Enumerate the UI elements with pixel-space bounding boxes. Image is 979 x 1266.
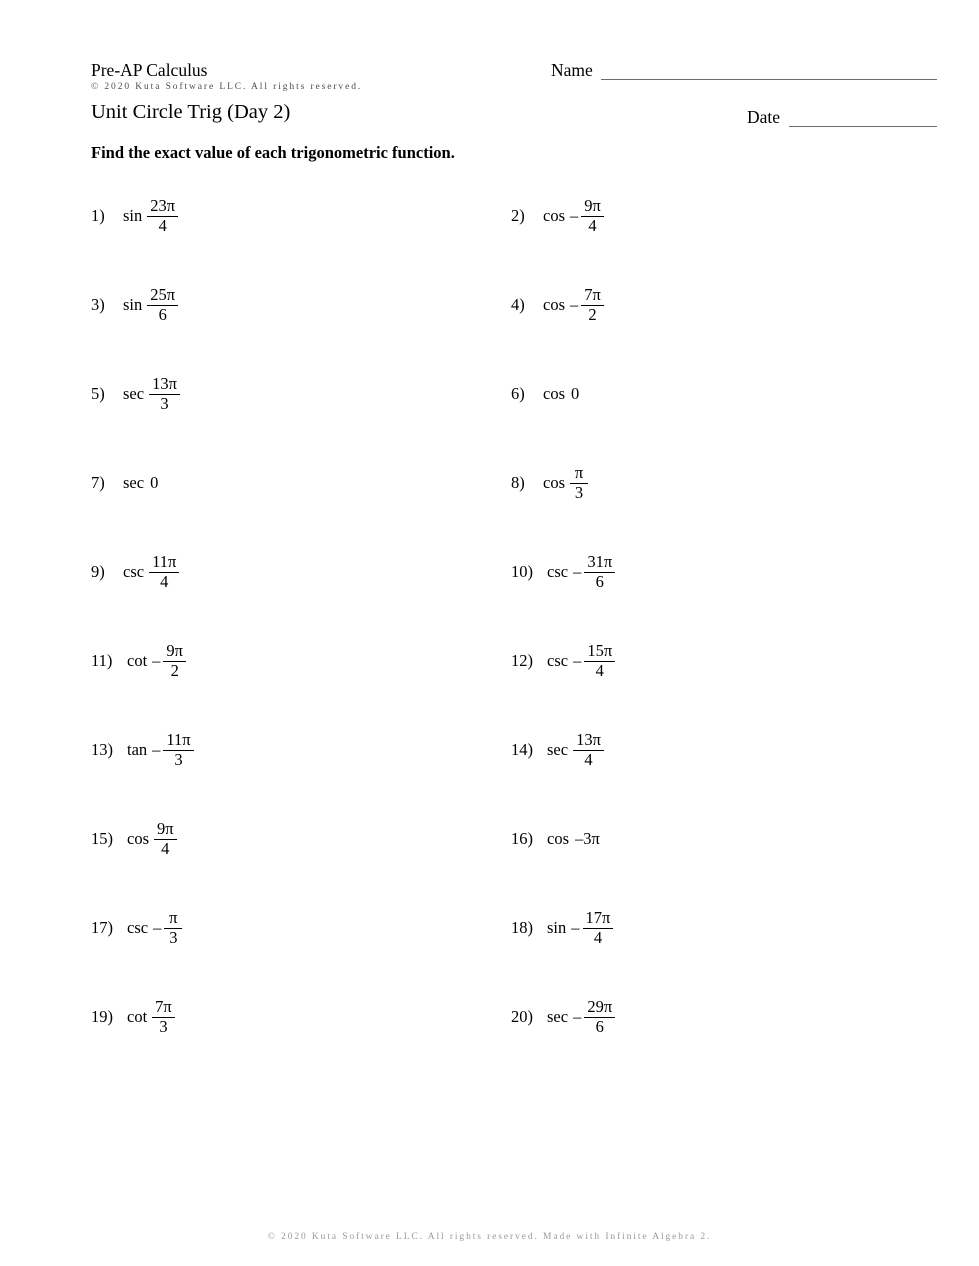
problem-expression [91, 552, 179, 591]
trig-function-name: cos [127, 829, 149, 849]
course-title: Pre-AP Calculus [91, 60, 208, 80]
problem-item [91, 884, 491, 973]
fraction-numerator: 31π [587, 552, 613, 571]
fraction-denominator: 3 [169, 927, 178, 947]
fraction-numerator: 9π [584, 196, 601, 215]
trig-function-name: cos [543, 295, 565, 315]
problem-item [511, 261, 931, 350]
negative-sign: – [570, 295, 579, 315]
problem-expression [511, 552, 615, 591]
problem-item [91, 706, 491, 795]
problem-item [511, 172, 931, 261]
problem-item [511, 439, 931, 528]
problem-number: 7) [91, 473, 105, 493]
fraction-denominator: 6 [158, 304, 167, 324]
trig-function-name: sin [547, 918, 567, 938]
problem-row [0, 973, 979, 1062]
fraction-numerator: 15π [587, 641, 613, 660]
fraction [570, 465, 588, 501]
trig-function-name: sin [123, 295, 143, 315]
negative-sign: – [573, 651, 582, 671]
problem-expression [91, 374, 180, 413]
fraction-numerator: 7π [584, 285, 601, 304]
problem-item [91, 261, 491, 350]
fraction-numerator: 25π [150, 285, 176, 304]
fraction-denominator: 4 [158, 215, 167, 235]
fraction [163, 732, 193, 768]
fraction-denominator: 4 [588, 215, 597, 235]
trig-function-name: cos [543, 384, 565, 404]
fraction [149, 554, 179, 590]
trig-function-name: cot [127, 1007, 148, 1027]
problem-row [0, 795, 979, 884]
problem-expression [91, 475, 158, 492]
negative-sign: – [573, 562, 582, 582]
problem-item [511, 795, 931, 884]
angle-value: 0 [150, 473, 159, 493]
fraction [584, 999, 615, 1035]
problem-row [0, 617, 979, 706]
problem-expression [511, 831, 600, 848]
problem-item [91, 172, 491, 261]
instruction-text: Find the exact value of each trigonometric function. [91, 143, 455, 162]
problem-number: 12) [511, 651, 533, 671]
fraction [573, 732, 604, 768]
fraction [583, 910, 614, 946]
date-input-line[interactable] [789, 126, 937, 127]
trig-function-name: cot [127, 651, 148, 671]
problem-number: 14) [511, 740, 533, 760]
problem-expression [511, 196, 604, 235]
problem-expression [91, 641, 186, 680]
problem-item [511, 350, 931, 439]
problem-row [0, 261, 979, 350]
negative-sign: – [573, 1007, 582, 1027]
problem-row [0, 439, 979, 528]
fraction-denominator: 4 [584, 749, 593, 769]
problem-list [0, 172, 979, 1062]
problem-number: 5) [91, 384, 105, 404]
fraction-numerator: 29π [587, 997, 613, 1016]
problem-expression [91, 997, 175, 1036]
problem-number: 8) [511, 473, 525, 493]
problem-expression [511, 997, 615, 1036]
problem-item [91, 973, 491, 1062]
fraction [154, 821, 177, 857]
problem-expression [91, 819, 177, 858]
footer-copyright: © 2020 Kuta Software LLC. All rights reserved. Made with Infinite Algebra 2. [267, 1232, 712, 1242]
fraction-numerator: π [574, 463, 584, 482]
fraction-numerator: 23π [150, 196, 176, 215]
fraction-denominator: 4 [593, 927, 603, 947]
fraction [152, 999, 175, 1035]
fraction-numerator: 13π [152, 374, 177, 393]
fraction-denominator: 3 [160, 393, 169, 413]
trig-function-name: cos [547, 829, 569, 849]
problem-item [91, 795, 491, 884]
problem-expression [91, 908, 182, 947]
problem-number: 9) [91, 562, 105, 582]
fraction-numerator: 11π [152, 552, 177, 571]
problem-item [511, 706, 931, 795]
problem-number: 10) [511, 562, 533, 582]
trig-function-name: csc [123, 562, 145, 582]
fraction-numerator: 9π [166, 641, 184, 660]
angle-value: –3π [575, 829, 600, 849]
fraction [584, 554, 615, 590]
problem-number: 3) [91, 295, 105, 315]
fraction-denominator: 3 [574, 482, 584, 502]
fraction-denominator: 4 [160, 571, 169, 591]
trig-function-name: sin [123, 206, 143, 226]
problem-row [0, 706, 979, 795]
problem-expression [91, 285, 178, 324]
problem-item [511, 528, 931, 617]
fraction-numerator: 17π [585, 908, 611, 927]
worksheet-header [0, 0, 979, 140]
fraction [164, 910, 182, 946]
page-title: Unit Circle Trig (Day 2) [91, 101, 291, 123]
problem-item [91, 439, 491, 528]
fraction [163, 643, 186, 679]
fraction-numerator: 11π [166, 730, 191, 749]
fraction [581, 198, 604, 234]
fraction-denominator: 6 [595, 571, 604, 591]
fraction-denominator: 3 [159, 1016, 168, 1036]
trig-function-name: csc [547, 562, 569, 582]
problem-row [0, 350, 979, 439]
problem-number: 11) [91, 651, 113, 671]
fraction [584, 643, 615, 679]
trig-function-name: csc [127, 918, 149, 938]
date-label: Date [747, 107, 781, 127]
problem-expression [511, 285, 604, 324]
fraction [149, 376, 180, 412]
negative-sign: – [152, 740, 161, 760]
fraction-denominator: 4 [161, 838, 170, 858]
problem-item [511, 884, 931, 973]
trig-function-name: sec [123, 384, 145, 404]
fraction-denominator: 2 [588, 304, 597, 324]
problem-number: 20) [511, 1007, 533, 1027]
negative-sign: – [571, 918, 580, 938]
problem-expression [91, 196, 178, 235]
negative-sign: – [570, 206, 579, 226]
trig-function-name: sec [123, 473, 145, 493]
fraction-numerator: 13π [576, 730, 601, 749]
problem-number: 4) [511, 295, 525, 315]
fraction-numerator: 9π [157, 819, 174, 838]
fraction-denominator: 3 [174, 749, 183, 769]
fraction-numerator: 7π [155, 997, 172, 1016]
problem-expression [91, 730, 194, 769]
trig-function-name: cos [543, 473, 565, 493]
problem-item [511, 973, 931, 1062]
problem-row [0, 884, 979, 973]
problem-number: 17) [91, 918, 113, 938]
negative-sign: – [152, 651, 161, 671]
fraction [147, 198, 178, 234]
problem-row [0, 528, 979, 617]
problem-number: 16) [511, 829, 533, 849]
fraction-numerator: π [169, 908, 178, 927]
fraction [581, 287, 604, 323]
problem-item [511, 617, 931, 706]
angle-value: 0 [571, 384, 580, 404]
problem-expression [511, 908, 613, 947]
problem-item [91, 528, 491, 617]
problem-number: 19) [91, 1007, 113, 1027]
trig-function-name: cos [543, 206, 565, 226]
trig-function-name: tan [127, 740, 148, 760]
problem-expression [511, 641, 615, 680]
fraction [147, 287, 178, 323]
problem-item [91, 617, 491, 706]
trig-function-name: sec [547, 740, 569, 760]
problem-row [0, 172, 979, 261]
problem-number: 18) [511, 918, 533, 938]
fraction-denominator: 4 [595, 660, 604, 680]
problem-number: 13) [91, 740, 113, 760]
problem-item [91, 350, 491, 439]
negative-sign: – [153, 918, 162, 938]
name-input-line[interactable] [601, 79, 937, 80]
problem-expression [511, 386, 579, 403]
trig-function-name: sec [547, 1007, 569, 1027]
problem-number: 1) [91, 206, 105, 226]
trig-function-name: csc [547, 651, 569, 671]
fraction-denominator: 2 [170, 660, 179, 680]
fraction-denominator: 6 [595, 1016, 604, 1036]
name-label: Name [551, 60, 593, 80]
problem-expression [511, 730, 604, 769]
problem-number: 2) [511, 206, 525, 226]
problem-number: 15) [91, 829, 113, 849]
problem-number: 6) [511, 384, 525, 404]
header-copyright: © 2020 Kuta Software LLC. All rights reserved. [91, 82, 363, 92]
problem-expression [511, 463, 588, 502]
